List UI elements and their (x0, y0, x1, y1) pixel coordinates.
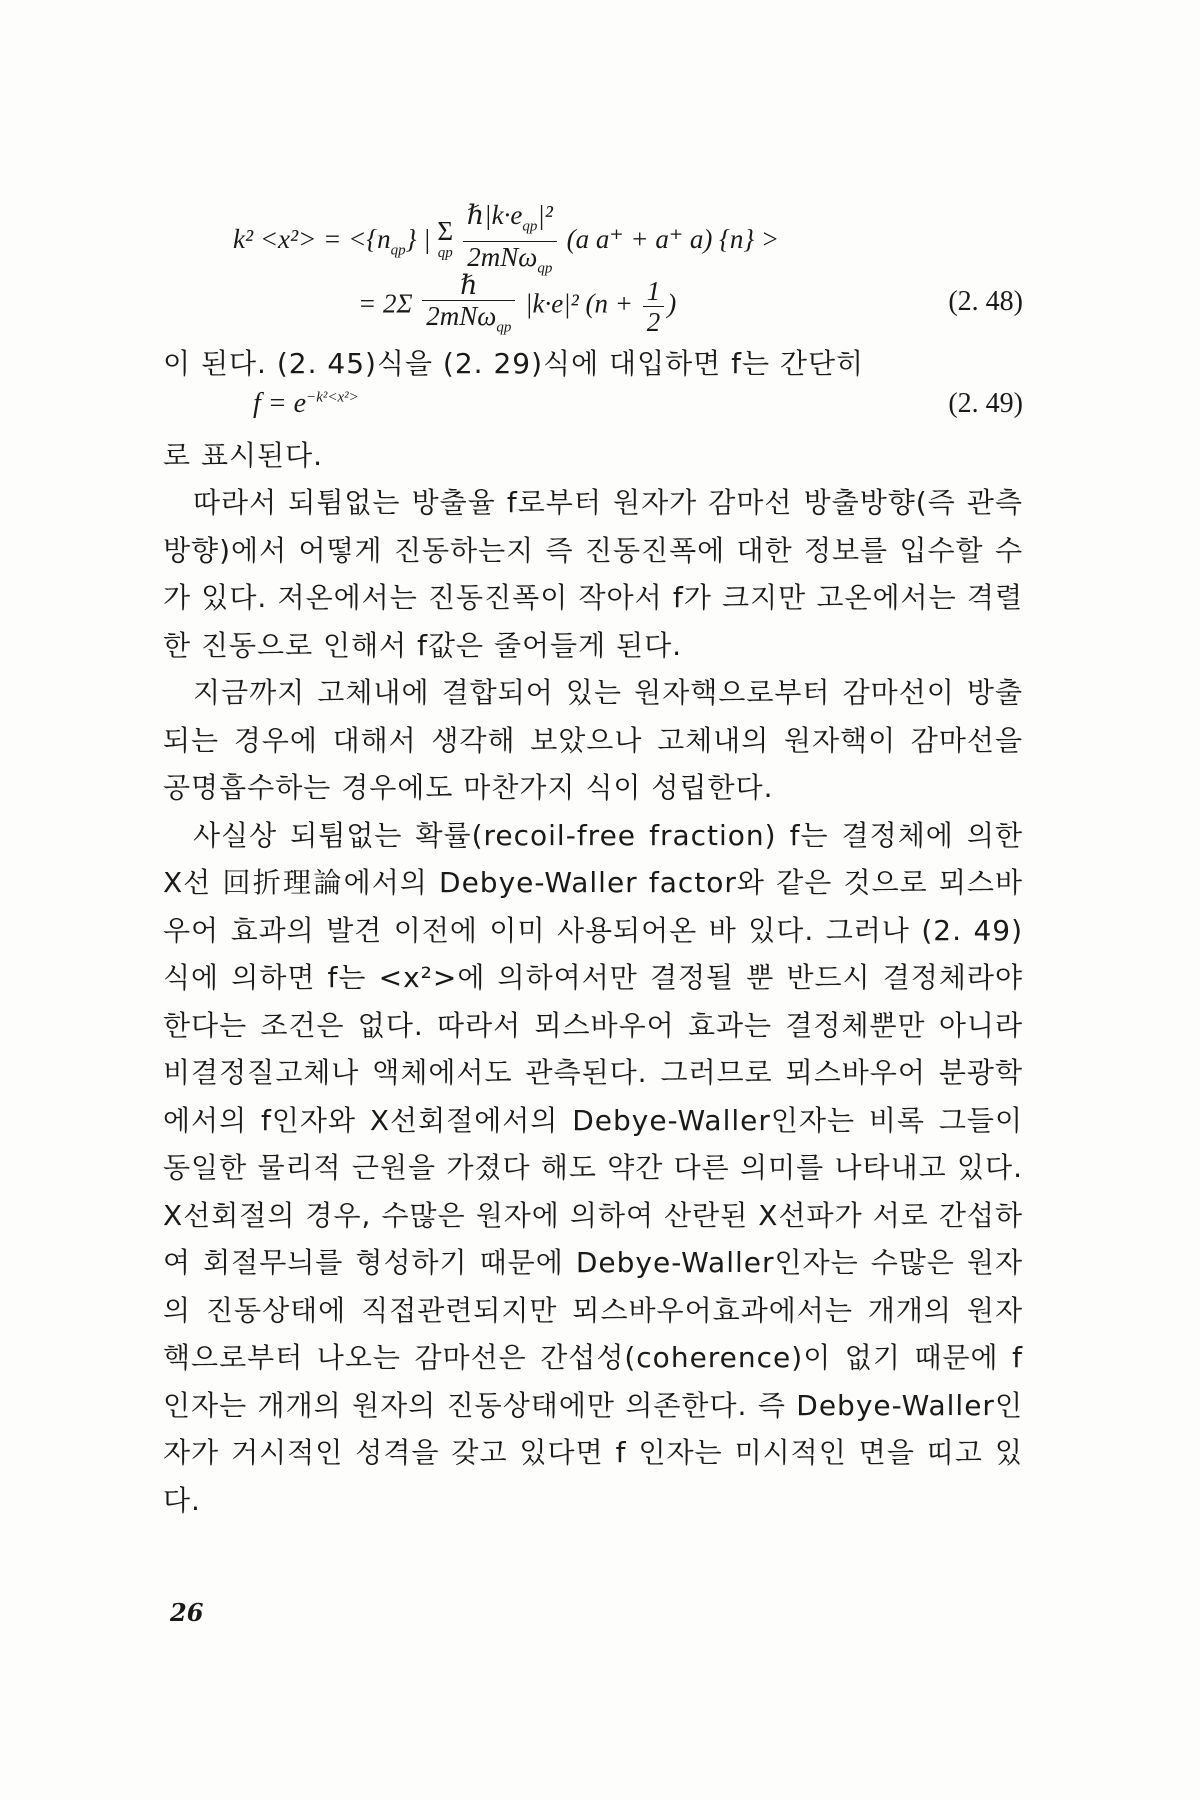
eq249-exponent: −k²<x²> (306, 389, 359, 406)
equation-2-48-line-1: $k^2 <x^2> = <\{n_{qp}\}$ | Σ qp $\frac{\hbar|k\cdot e_{qp}|^2}{2mN\omega_{qp}}$ (a a⁺ + a⁺ a) {n} > (163, 200, 1023, 270)
equation-number-2-49: (2. 49) (948, 387, 1023, 419)
fraction-2-numerator: ℏ (422, 270, 515, 301)
paragraph-1: 로 표시된다. (163, 438, 324, 472)
equation-2-49 (163, 388, 1023, 432)
eq249-base: f = e (253, 387, 307, 419)
paragraph-0: 이 된다. (2. 45)식을 (2. 29)식에 대입하면 f는 간단히 (163, 347, 865, 380)
page-number: 26 (170, 1598, 204, 1627)
paragraph-3: 지금까지 고체내에 결합되어 있는 원자핵으로부터 감마선이 방출되는 경우에 대해서 생각해 보았으나 고체내의 원자핵이 감마선을 공명흡수하는 경우에도 마찬가지 식이 성립한다. (163, 676, 1023, 804)
fraction: $\frac{\hbar|k\cdot e_{qp}|^2}{2mN\omega_{qp}}$ (463, 200, 557, 284)
eq-lhs-2: = 2Σ (358, 288, 413, 319)
eq-rest: (a a⁺ + a⁺ a) {n} > (566, 224, 780, 255)
fraction-numerator: ℏ|k·e (466, 200, 523, 230)
paragraph-4: 사실상 되튐없는 확률(recoil-free fraction) f는 결정체에 의한 X선 回折理論에서의 Debye-Waller factor와 같은 것으로 뫼스바우어 효과의 발견 이전에 이미 사용되어온 바 있다. 그러나 (2. 49)식에 의하면 f는 <x²>에 의하여서만 결정될 뿐 반드시 결정체라야 한다는 조건은 없다. 따라서 뫼스바우어 효과는 결정체뿐만 아니라 비결정질고체나 액체에서도 관측된다. 그러므로 뫼스바우어 분광학에서의 f인자와 X선회절에서의 Debye-Waller인자는 비록 그들이 동일한 물리적 근원을 가졌다 해도 약간 다른 의미를 나타내고 있다. X선회절의 경우, 수많은 원자에 의하여 산란된 X선파가 서로 간섭하여 회절무늬를 형성하기 때문에 Debye-Waller인자는 수많은 원자의 진동상태에 직접관련되지만 뫼스바우어효과에서는 개개의 원자핵으로부터 나오는 감마선은 간섭성(coherence)이 없기 때문에 f인자는 개개의 원자의 진동상태에만 의존한다. 즉 Debye-Waller인자가 거시적인 성격을 갖고 있다면 f 인자는 미시적인 면을 띠고 있다. (163, 818, 1023, 1517)
equation-number-2-48: (2. 48) (948, 286, 1023, 317)
half-denominator: 2 (646, 306, 661, 337)
half-numerator: 1 (643, 276, 665, 307)
fraction-denominator: 2mNω (467, 242, 538, 273)
eq-lhs: k² <x²> = <{n (233, 224, 391, 255)
fraction-half (643, 276, 665, 337)
fraction-2: $\frac{\text{ℏ}}{2mN\omega_{qp}}$ (422, 270, 515, 342)
equation-2-48-line-2: = 2Σ $\frac{\text{ℏ}}{2mN\omega_{qp}}$ |k·e|² (n + $\frac{1}{2}$ ) (2. 48) (163, 270, 1023, 340)
fraction-2-denominator: 2mNω (426, 301, 497, 331)
page-content (163, 200, 1023, 1524)
eq-rest-2: |k·e|² (n + (525, 288, 633, 319)
sum-symbol: Σ qp (437, 215, 454, 261)
paragraph-2: 따라서 되튐없는 방출율 f로부터 원자가 감마선 방출방향(즉 관측방향)에서 어떻게 진동하는지 즉 진동진폭에 대한 정보를 입수할 수가 있다. 저온에서는 진동진폭이 작아서 f가 크지만 고온에서는 격렬한 진동으로 인해서 f값은 줄어들게 된다. (163, 486, 1023, 662)
